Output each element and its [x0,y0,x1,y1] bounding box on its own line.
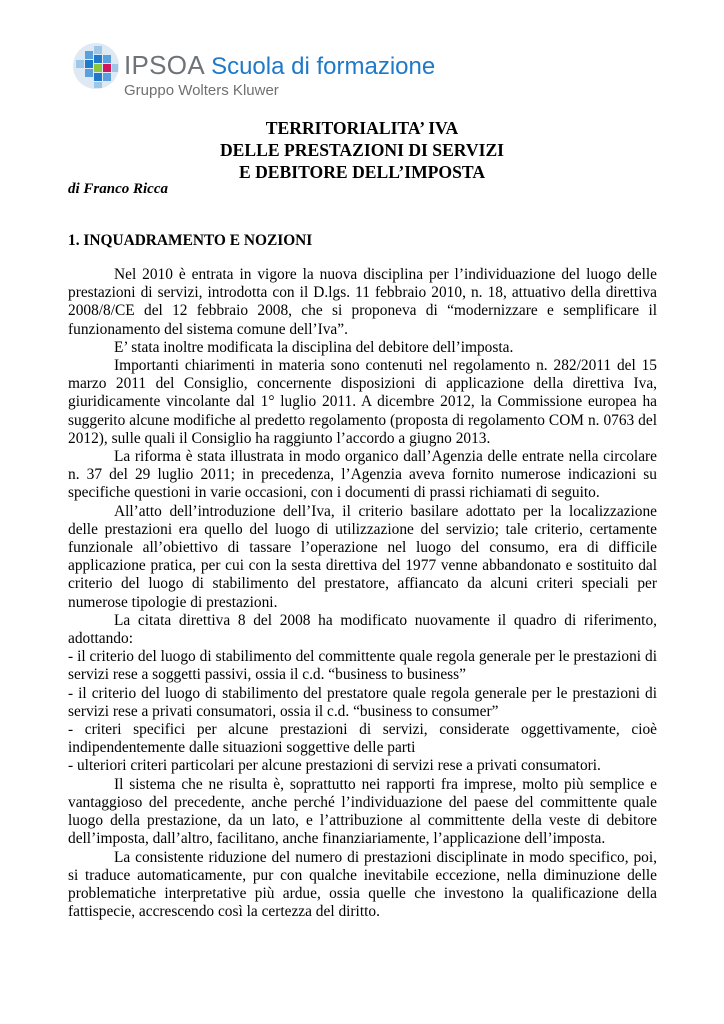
title-line-2: DELLE PRESTAZIONI DI SERVIZI [219,140,505,160]
brand-line [124,50,435,82]
paragraph: E’ stata inoltre modificata la disciplina del debitore dell’imposta. [114,338,514,356]
list-item: - il criterio del luogo di stabilimento del prestatore quale regola generale per le prestazioni di servizi rese a privati consumatori, ossia il c.d. “business to consumer” [68,684,657,720]
paragraph: Il sistema che ne risulta è, soprattutto nei rapporti fra imprese, molto più semplice e vantaggioso del precedente, anche perché l’individuazione del paese del committente quale luogo della prestazione, da un lato, e l’attribuzione al committente della veste di debitore dell’imposta, dall’altro, facilitano, anche finanziariamente, l’applicazione dell’imposta. [68,775,657,848]
brand-subtitle: Scuola di formazione [211,53,436,80]
brand-group: Gruppo Wolters Kluwer [124,82,279,99]
paragraph: Importanti chiarimenti in materia sono contenuti nel regolamento n. 282/2011 del 15 marzo 2011 del Consiglio, concernente disposizioni di applicazione della direttiva Iva, giuridicamente vincolante dal 1° luglio 2011. A dicembre 2012, la Commissione europea ha suggerito alcune modifiche al predetto regolamento (proposta di regolamento COM n. 0763 del 2012), sulle quali il Consiglio ha raggiunto l’accordo a giugno 2013. [68,357,657,447]
ipsoa-logo-icon [72,42,120,90]
paragraph: La citata direttiva 8 del 2008 ha modificato nuovamente il quadro di riferimento, adottando: [68,611,657,648]
list-item: - ulteriori criteri particolari per alcune prestazioni di servizi rese a privati consumatori. [68,757,601,775]
brand-name: IPSOA [124,50,204,80]
paragraph: Nel 2010 è entrata in vigore la nuova disciplina per l’individuazione del luogo delle prestazioni di servizi, introdotta con il D.lgs. 11 febbraio 2010, n. 18, attuativo della direttiva 2008/8/CE del 12 febbraio 2008, che si proponeva di “modernizzare e semplificare il funzionamento del sistema comune dell’Iva”. [68,266,657,338]
ipsoa-logo [72,42,436,108]
list-item: - il criterio del luogo di stabilimento del committente quale regola generale per le prestazioni di servizi rese a soggetti passivi, ossia il c.d. “business to business” [68,648,657,684]
paragraph: All’atto dell’introduzione dell’Iva, il criterio basilare adottato per la localizzazione delle prestazioni era quello del luogo di utilizzazione del servizio; tale criterio, certamente funzionale all’obiettivo di tassare l’operazione nel luogo del consumo, era di difficile applicazione pratica, per cui con la sesta direttiva del 1977 venne abbandonato e sostituito dal criterio del luogo di stabilimento del prestatore, affiancato da alcuni criteri speciali per numerose tipologie di prestazioni. [68,502,657,611]
section-heading: 1. INQUADRAMENTO E NOZIONI [68,232,313,249]
author-line: di Franco Ricca [68,181,168,197]
title-line-3: E DEBITORE DELL’IMPOSTA [238,162,486,182]
title-line-1: TERRITORIALITA’ IVA [265,118,459,138]
document-title [0,117,724,183]
paragraph: La consistente riduzione del numero di prestazioni disciplinate in modo specifico, poi, si traduce automaticamente, pur con qualche inevitabile eccezione, nella diminuzione delle problematiche interpretative più ardue, ossia quelle che investono la qualificazione della fattispecie, accrescendo così la certezza del diritto. [68,848,657,921]
document-body [68,266,657,921]
paragraph: La riforma è stata illustrata in modo organico dall’Agenzia delle entrate nella circolare n. 37 del 29 luglio 2011; in precedenza, l’Agenzia aveva fornito numerose indicazioni su specifiche questioni in varie occasioni, con i documenti di prassi richiamati di seguito. [68,448,657,502]
list-item: - criteri specifici per alcune prestazioni di servizi, considerate oggettivamente, cioè indipendentemente dalle situazioni soggettive delle parti [68,721,657,757]
